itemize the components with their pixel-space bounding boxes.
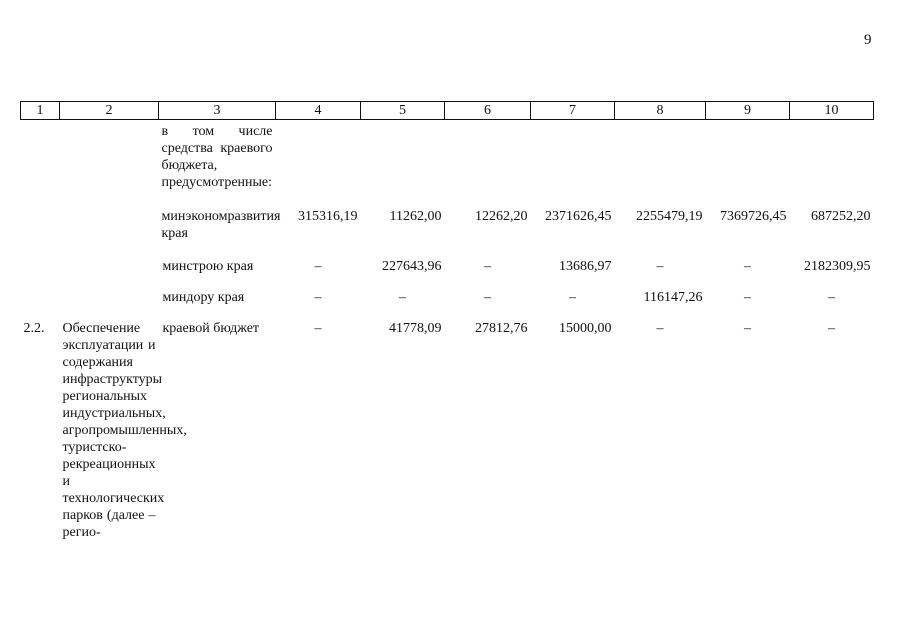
value-cell: 227643,96	[382, 259, 442, 274]
row-label: миндору края	[162, 290, 245, 305]
value-cell: –	[744, 290, 751, 305]
row-label: минэкономразвития края	[161, 209, 281, 241]
column-header: 8	[615, 102, 706, 120]
item-number: 2.2.	[23, 321, 45, 336]
value-cell: 315316,19	[298, 209, 358, 224]
value-cell: –	[314, 290, 322, 305]
value-cell: –	[744, 321, 751, 336]
column-header: 2	[60, 102, 159, 120]
value-cell: –	[828, 321, 835, 336]
column-number-row	[21, 102, 874, 120]
table-row-item-2-2	[21, 306, 874, 541]
value-cell: 41778,09	[389, 321, 442, 336]
column-header: 4	[276, 102, 361, 120]
value-cell: –	[314, 259, 322, 274]
value-cell: –	[656, 321, 664, 336]
value-cell: 2371626,45	[545, 209, 612, 224]
column-header: 9	[706, 102, 790, 120]
value-cell: –	[828, 290, 835, 305]
item-description: Обеспечение эксплуатации и содержания инфраструктуры региональных индустриальных, агропромышленных, туристско-рекреационных и технологических парков (далее – регио-	[62, 321, 187, 540]
value-cell: 13686,97	[559, 259, 612, 274]
value-cell: –	[314, 321, 322, 336]
column-header: 1	[21, 102, 60, 120]
column-header: 5	[361, 102, 445, 120]
table-row	[21, 242, 874, 275]
page-number: 9	[864, 32, 872, 48]
value-cell: 12262,20	[475, 209, 528, 224]
value-cell: 11262,00	[389, 209, 442, 224]
intro-text: в том числе средства краевого бюджета, предусмотренные:	[161, 124, 273, 190]
intro-cell	[159, 120, 276, 192]
value-cell: –	[484, 290, 491, 305]
value-cell: 27812,76	[475, 321, 528, 336]
item-source: краевой бюджет	[162, 321, 260, 336]
column-header: 7	[531, 102, 615, 120]
column-header: 3	[159, 102, 276, 120]
value-cell: –	[399, 290, 406, 305]
value-cell: 687252,20	[811, 209, 871, 224]
value-cell: –	[484, 259, 491, 274]
value-cell: –	[744, 259, 751, 274]
item-description-cell	[60, 306, 187, 541]
table-row-intro	[21, 120, 874, 192]
budget-table	[20, 101, 874, 541]
value-cell: –	[656, 259, 664, 274]
table-row	[21, 275, 874, 306]
value-cell: 2255479,19	[636, 209, 703, 224]
value-cell: 2182309,95	[804, 259, 871, 274]
value-cell: 116147,26	[643, 290, 703, 305]
table-row	[21, 191, 874, 242]
column-header: 6	[445, 102, 531, 120]
table-header	[21, 102, 874, 120]
value-cell: 15000,00	[559, 321, 612, 336]
column-header: 10	[790, 102, 874, 120]
row-label: минстрою края	[162, 259, 254, 274]
value-cell: 7369726,45	[720, 209, 787, 224]
value-cell: –	[569, 290, 576, 305]
